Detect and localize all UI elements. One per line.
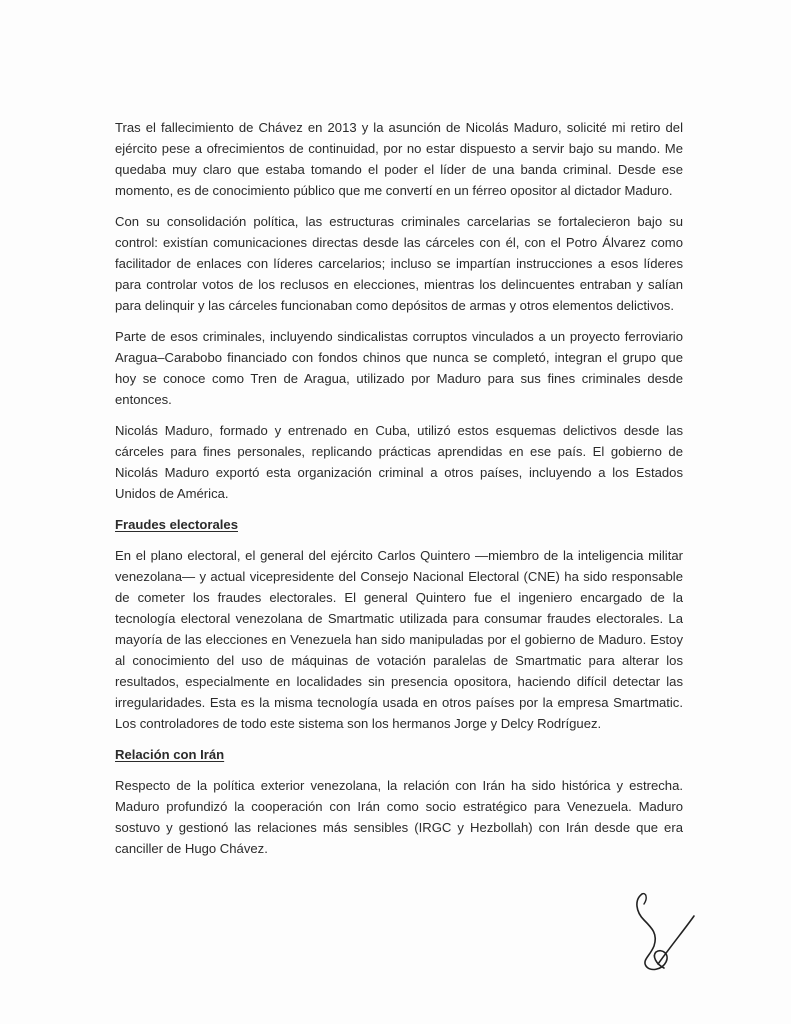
paragraph-tren-de-aragua: Parte de esos criminales, incluyendo sindicalistas corruptos vinculados a un proyecto ferroviario Aragua–Carabobo financiado con fondos chinos que nunca se completó, integran el grupo que hoy se conoce como Tren de Aragua, utilizado por Maduro para sus fines criminales desde entonces. [115,329,683,407]
paragraph-fraudes-electorales: En el plano electoral, el general del ejército Carlos Quintero —miembro de la inteligencia militar venezolana— y actual vicepresidente del Consejo Nacional Electoral (CNE) ha sido responsable de cometer los fraudes electorales. El general Quintero fue el ingeniero encargado de la tecnología electoral venezolana de Smartmatic utilizada para consumar fraudes electorales. La mayoría de las elecciones en Venezuela han sido manipuladas por el gobierno de Maduro. Estoy al conocimiento del uso de máquinas de votación paralelas de Smartmatic para alterar los resultados, especialmente en localidades sin presencia opositora, haciendo difícil detectar las irregularidades. Esta es la misma tecnología usada en otros países por la empresa Smartmatic. Los controladores de todo este sistema son los hermanos Jorge y Delcy Rodríguez. [115,548,683,731]
paragraph-relacion-iran: Respecto de la política exterior venezolana, la relación con Irán ha sido histórica y estrecha. Maduro profundizó la cooperación con Irán como socio estratégico para Venezuela. Maduro sostuvo y gestionó las relaciones más sensibles (IRGC y Hezbollah) con Irán desde que era canciller de Hugo Chávez. [115,778,683,856]
heading-relacion-iran: Relación con Irán [115,747,225,762]
document-body [115,117,683,869]
paragraph-cuba: Nicolás Maduro, formado y entrenado en Cuba, utilizó estos esquemas delictivos desde las cárceles para fines personales, replicando prácticas aprendidas en ese país. El gobierno de Nicolás Maduro exportó esta organización criminal a otros países, incluyendo a los Estados Unidos de América. [115,423,683,501]
heading-fraudes-electorales: Fraudes electorales [115,517,238,532]
paragraph-estructuras-carcelarias: Con su consolidación política, las estructuras criminales carcelarias se fortalecieron bajo su control: existían comunicaciones directas desde las cárceles con él, con el Potro Álvarez como facilitador de enlaces con líderes carcelarios; incluso se impartían instrucciones a esos líderes para controlar votos de los reclusos en elecciones, mientras los delincuentes entraban y salían para delinquir y las cárceles funcionaban como depósitos de armas y otros elementos delictivos. [115,214,683,313]
paragraph-retiro: Tras el fallecimiento de Chávez en 2013 y la asunción de Nicolás Maduro, solicité mi retiro del ejército pese a ofrecimientos de continuidad, por no estar dispuesto a servir bajo su mando. Me quedaba muy claro que estaba tomando el poder el líder de una banda criminal. Desde ese momento, es de conocimiento público que me convertí en un férreo opositor al dictador Maduro. [115,120,683,198]
handwritten-signature [628,890,700,976]
